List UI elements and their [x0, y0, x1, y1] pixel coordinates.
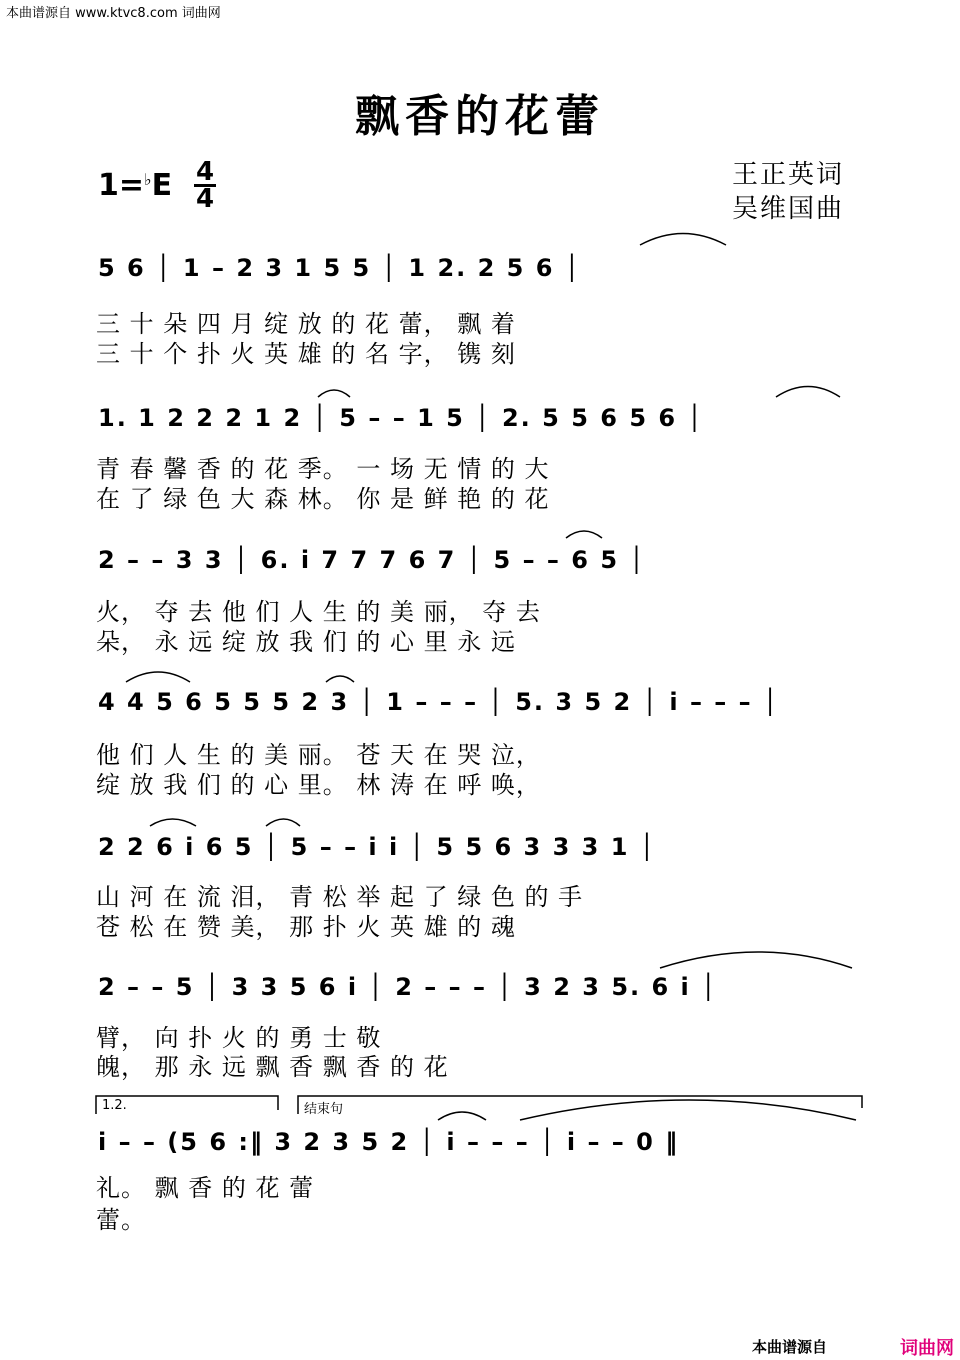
- slur-1: [640, 234, 726, 246]
- lyrics-line-3-verse-1: 火， 夺 去 他 们 人 生 的 美 丽， 夺 去: [96, 598, 541, 626]
- notation-line-2: 1. 1 2 2 2 1 2 │ 5 – – 1 5 │ 2. 5 5 6 5 6 │: [98, 404, 704, 432]
- meter-numerator: 4: [195, 157, 215, 187]
- final-ending-label: 结束句: [304, 1102, 344, 1117]
- lyrics-line-3-verse-2: 朵， 永 远 绽 放 我 们 的 心 里 永 远: [96, 628, 516, 656]
- song-title: 飘香的花蕾: [355, 91, 605, 142]
- notation-line-6: 2 – – 5 │ 3 3 5 6 i │ 2 – – – │ 3 2 3 5. 6 i │: [98, 973, 718, 1001]
- notation-line-3: 2 – – 3 3 │ 6. i 7 7 7 6 7 │ 5 – – 6 5 │: [98, 546, 646, 574]
- notation-line-7: i – – (5 6 :‖ 3 2 3 5 2 │ i – – – │ i – – 0 ‖: [98, 1128, 680, 1156]
- slur-7: [150, 819, 196, 826]
- key-prefix: 1=: [98, 168, 145, 203]
- flat-sign: ♭: [144, 170, 152, 189]
- lyricist-credit: 王正英词: [732, 160, 845, 190]
- lyrics-line-2-verse-1: 青 春 馨 香 的 花 季。 一 场 无 情 的 大: [96, 455, 550, 483]
- lyrics-line-5-verse-2: 苍 松 在 赞 美， 那 扑 火 英 雄 的 魂: [96, 913, 516, 941]
- slur-4: [566, 531, 602, 538]
- notation-line-5: 2 2 6 i 6 5 │ 5 – – i i │ 5 5 6 3 3 3 1 │: [98, 833, 657, 861]
- slur-5: [126, 672, 190, 682]
- slur-10: [438, 1112, 486, 1120]
- slur-3: [776, 387, 840, 398]
- notation-line-4: 4 4 5 6 5 5 5 2 3 │ 1 – – – │ 5. 3 5 2 │ i – – – │: [98, 688, 780, 716]
- slur-6: [326, 676, 354, 682]
- notation-line-1: 5 6 │ 1 – 2 3 1 5 5 │ 1 2. 2 5 6 │: [98, 254, 582, 282]
- lyrics-line-4-verse-2: 绽 放 我 们 的 心 里。 林 涛 在 呼 唤，: [96, 771, 541, 799]
- source-line: 本曲谱源自 www.ktvc8.com 词曲网: [6, 6, 221, 21]
- composer-credit: 吴维国曲: [732, 194, 845, 224]
- lyrics-line-1-verse-1: 三 十 朵 四 月 绽 放 的 花 蕾， 飘 着: [96, 310, 516, 338]
- lyrics-line-7-verse-1: 礼。 飘 香 的 花 蕾: [96, 1174, 315, 1202]
- footer-source: 本曲谱源自: [752, 1338, 828, 1356]
- first-ending-label: 1.2.: [102, 1098, 127, 1113]
- slur-9: [660, 952, 852, 968]
- slur-2: [318, 390, 350, 397]
- lyrics-line-4-verse-1: 他 们 人 生 的 美 丽。 苍 天 在 哭 泣，: [96, 741, 541, 769]
- footer-logo: 词曲网: [900, 1338, 954, 1359]
- lyrics-line-6-verse-2: 魄， 那 永 远 飘 香 飘 香 的 花: [96, 1053, 449, 1081]
- lyrics-line-5-verse-1: 山 河 在 流 泪， 青 松 举 起 了 绿 色 的 手: [96, 883, 584, 911]
- lyrics-line-2-verse-2: 在 了 绿 色 大 森 林。 你 是 鲜 艳 的 花: [96, 485, 550, 513]
- slur-8: [266, 819, 300, 826]
- meter-denominator: 4: [195, 184, 215, 214]
- first-ending-bracket: [96, 1096, 278, 1114]
- slur-11: [520, 1100, 856, 1120]
- lyrics-line-1-verse-2: 三 十 个 扑 火 英 雄 的 名 字， 镌 刻: [96, 340, 516, 368]
- key-tonic: E: [151, 168, 173, 203]
- lyrics-line-6-verse-1: 臂， 向 扑 火 的 勇 士 敬: [96, 1024, 382, 1052]
- lyrics-line-7-verse-2: 蕾。: [96, 1206, 146, 1234]
